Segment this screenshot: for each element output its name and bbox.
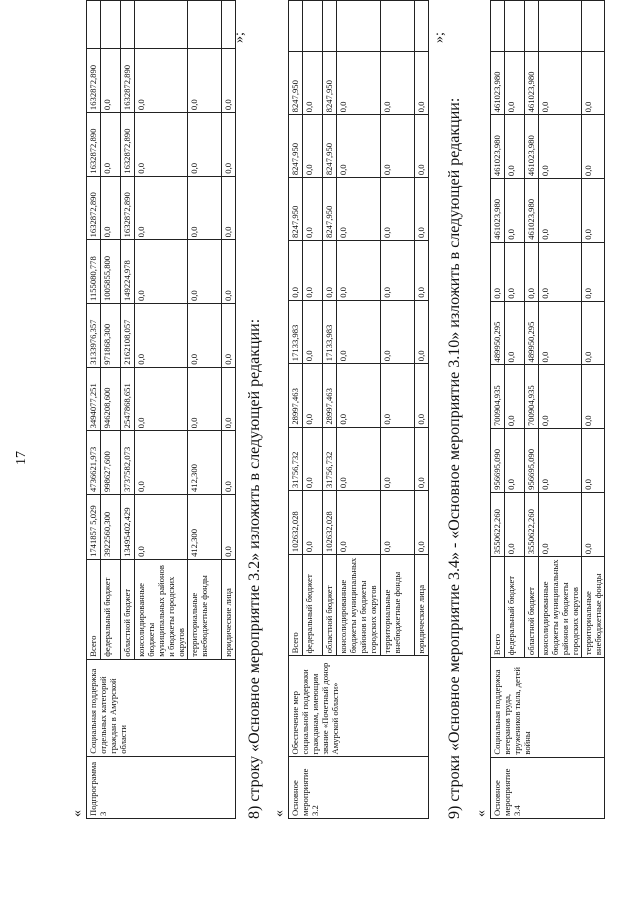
program-name-cell: Основное мероприятие 3.2 [289,757,429,819]
amount-cell: 1632872,890 [87,113,101,177]
amount-cell: 8247,950 [323,115,337,178]
funding-source-cell: областной бюджет [121,559,135,659]
amount-cell: 3737582,073 [121,431,135,495]
funding-source-cell: территориальные внебюджетные фонды [188,559,222,659]
close-quote-2: »; [432,32,447,43]
amount-cell: 0,0 [135,176,188,240]
empty-cell [121,1,135,49]
amount-cell: 0,0 [381,300,415,363]
funding-source-cell: федеральный бюджет [303,555,323,656]
amount-cell: 0,0 [188,176,222,240]
amount-cell: 0,0 [222,113,236,177]
amount-cell: 8247,950 [323,52,337,115]
amount-cell: 0,0 [415,364,429,427]
amount-cell: 0,0 [582,242,605,301]
empty-cell [135,1,188,49]
amount-cell: 3550622,260 [525,492,539,556]
amount-cell: 0,0 [101,176,121,240]
amount-cell: 31756,732 [323,427,337,490]
amount-cell: 0,0 [381,491,415,555]
amount-cell: 0,0 [135,367,188,431]
amount-cell: 8247,950 [289,115,303,178]
amount-cell: 3550622,260 [491,492,505,556]
amount-cell: 0,0 [337,52,381,115]
amount-cell: 412,300 [188,431,222,495]
amount-cell: 0,0 [188,113,222,177]
empty-cell [323,1,337,53]
program-description-cell: Социальная поддержка ветеранов труда, тружеников тыла, детей войны [491,658,605,758]
amount-cell: 17133,983 [289,300,303,363]
heading-item-8: 8) строку «Основное мероприятие 3.2» изложить в следующей редакции: [246,318,263,819]
amount-cell: 0,0 [222,240,236,304]
amount-cell: 0,0 [415,178,429,241]
empty-cell [505,1,525,52]
amount-cell: 0,0 [222,304,236,368]
amount-cell: 0,0 [337,300,381,363]
amount-cell: 0,0 [337,491,381,555]
amount-cell: 0,0 [222,495,236,560]
program-description-cell: Социальная поддержка отдельных категорий граждан в Амурской области [87,659,236,756]
program-name-cell: Подпрограмма 3 [87,756,236,818]
amount-cell: 0,0 [415,427,429,490]
amount-cell: 0,0 [525,242,539,301]
amount-cell: 0,0 [337,115,381,178]
funding-source-cell: областной бюджет [525,557,539,658]
amount-cell: 0,0 [505,242,525,301]
funding-source-cell: областной бюджет [323,555,337,656]
amount-cell: 956695,090 [491,429,505,493]
table-row [87,1,101,819]
open-quote-3: « [474,810,489,817]
amount-cell: 1632872,890 [121,113,135,177]
amount-cell: 0,0 [101,113,121,177]
amount-cell: 461023,980 [491,115,505,179]
amount-cell: 2547868,651 [121,367,135,431]
amount-cell: 0,0 [381,364,415,427]
amount-cell: 0,0 [582,301,605,365]
budget-table-activity-3-2 [288,0,429,819]
empty-cell [289,1,303,53]
amount-cell: 0,0 [381,178,415,241]
amount-cell: 0,0 [415,491,429,555]
amount-cell: 8247,950 [323,178,337,241]
amount-cell: 0,0 [303,178,323,241]
amount-cell: 0,0 [135,113,188,177]
amount-cell: 0,0 [381,427,415,490]
amount-cell: 461023,980 [491,179,505,243]
amount-cell: 0,0 [381,52,415,115]
amount-cell: 0,0 [539,492,582,556]
amount-cell: 0,0 [582,365,605,429]
amount-cell: 0,0 [505,301,525,365]
amount-cell: 0,0 [539,242,582,301]
empty-cell [188,1,222,49]
amount-cell: 0,0 [582,115,605,179]
open-quote-1: « [70,810,85,817]
amount-cell: 0,0 [491,242,505,301]
amount-cell: 0,0 [222,176,236,240]
program-name-cell: Основное мероприятие 3.4 [491,757,605,818]
amount-cell: 1632872,890 [87,176,101,240]
amount-cell: 998627,600 [101,431,121,495]
funding-source-cell: юридические лица [222,559,236,659]
budget-table-activity-3-4 [490,0,605,819]
amount-cell: 0,0 [303,364,323,427]
amount-cell: 1741857 5,029 [87,495,101,560]
amount-cell: 149224,978 [121,240,135,304]
amount-cell: 0,0 [135,495,188,560]
amount-cell: 0,0 [505,365,525,429]
amount-cell: 461023,980 [525,179,539,243]
funding-source-cell: консолидированные бюджеты муниципальных районов и бюджеты городских округов [135,559,188,659]
amount-cell: 0,0 [415,300,429,363]
table-row [289,1,303,819]
amount-cell: 0,0 [582,492,605,556]
amount-cell: 0,0 [188,367,222,431]
amount-cell: 102632,028 [289,491,303,555]
amount-cell: 17133,983 [323,300,337,363]
amount-cell: 971868,300 [101,304,121,368]
amount-cell: 4736621,973 [87,431,101,495]
amount-cell: 0,0 [303,240,323,300]
close-quote-1: »; [232,32,247,43]
amount-cell: 102632,028 [323,491,337,555]
amount-cell: 0,0 [188,304,222,368]
amount-cell: 489950,295 [491,301,505,365]
amount-cell: 8247,950 [289,178,303,241]
amount-cell: 3494077,251 [87,367,101,431]
empty-cell [539,1,582,52]
amount-cell: 0,0 [222,49,236,113]
funding-source-cell: юридические лица [415,555,429,656]
amount-cell: 0,0 [135,49,188,113]
amount-cell: 2162108,057 [121,304,135,368]
empty-cell [381,1,415,53]
amount-cell: 0,0 [222,367,236,431]
amount-cell: 0,0 [505,51,525,115]
amount-cell: 0,0 [135,240,188,304]
amount-cell: 700904,935 [491,365,505,429]
amount-cell: 700904,935 [525,365,539,429]
amount-cell: 0,0 [415,115,429,178]
amount-cell: 0,0 [582,429,605,493]
amount-cell: 28997,463 [323,364,337,427]
amount-cell: 0,0 [337,240,381,300]
amount-cell: 0,0 [303,52,323,115]
amount-cell: 0,0 [337,178,381,241]
funding-source-cell: Всего [289,555,303,656]
amount-cell: 0,0 [539,429,582,493]
amount-cell: 0,0 [381,115,415,178]
amount-cell: 0,0 [303,491,323,555]
funding-source-cell: консолидированные бюджеты муниципальных районов и бюджеты городских округов [539,557,582,658]
empty-cell [101,1,121,49]
amount-cell: 0,0 [539,51,582,115]
empty-cell [303,1,323,53]
empty-cell [491,1,505,52]
amount-cell: 0,0 [505,492,525,556]
program-description-cell: Обеспечение мер социальной поддержки гражданам, имеющим звание «Почетный донор Амурской области» [289,656,429,757]
table-row [491,1,505,819]
amount-cell: 461023,980 [491,51,505,115]
amount-cell: 0,0 [539,179,582,243]
amount-cell: 0,0 [539,115,582,179]
amount-cell: 31756,732 [289,427,303,490]
amount-cell: 1632872,890 [121,176,135,240]
amount-cell: 0,0 [135,304,188,368]
empty-cell [525,1,539,52]
amount-cell: 0,0 [337,427,381,490]
amount-cell: 0,0 [582,179,605,243]
amount-cell: 0,0 [505,179,525,243]
amount-cell: 1155080,778 [87,240,101,304]
amount-cell: 412,300 [188,495,222,560]
empty-cell [415,1,429,53]
open-quote-2: « [272,810,287,817]
amount-cell: 0,0 [323,240,337,300]
funding-source-cell: территориальные внебюджетные фонды [381,555,415,656]
empty-cell [337,1,381,53]
funding-source-cell: федеральный бюджет [101,559,121,659]
amount-cell: 956695,090 [525,429,539,493]
amount-cell: 489950,295 [525,301,539,365]
amount-cell: 0,0 [303,427,323,490]
funding-source-cell: Всего [491,557,505,658]
funding-source-cell: консолидированные бюджеты муниципальных районов и бюджеты городских округов [337,555,381,656]
amount-cell: 0,0 [415,52,429,115]
page-number: 17 [14,451,29,465]
amount-cell: 0,0 [188,240,222,304]
funding-source-cell: территориальные внебюджетные фонды [582,557,605,658]
amount-cell: 1632872,890 [121,49,135,113]
amount-cell: 946208,600 [101,367,121,431]
amount-cell: 8247,950 [289,52,303,115]
amount-cell: 0,0 [505,115,525,179]
amount-cell: 1005855,800 [101,240,121,304]
empty-cell [87,1,101,49]
amount-cell: 13495402,429 [121,495,135,560]
amount-cell: 0,0 [582,51,605,115]
funding-source-cell: Всего [87,559,101,659]
amount-cell: 3133976,357 [87,304,101,368]
amount-cell: 0,0 [303,300,323,363]
amount-cell: 0,0 [101,49,121,113]
amount-cell: 28997,463 [289,364,303,427]
amount-cell: 3922560,300 [101,495,121,560]
heading-item-9: 9) строки «Основное мероприятие 3.4» - «Основное мероприятие 3.10» изложить в следующей редакции: [446,97,463,819]
budget-table-subprogram-3 [86,0,236,819]
amount-cell: 0,0 [539,301,582,365]
funding-source-cell: федеральный бюджет [505,557,525,658]
amount-cell: 0,0 [539,365,582,429]
amount-cell: 0,0 [303,115,323,178]
amount-cell: 0,0 [289,240,303,300]
amount-cell: 461023,980 [525,51,539,115]
amount-cell: 0,0 [222,431,236,495]
amount-cell: 0,0 [135,431,188,495]
amount-cell: 0,0 [188,49,222,113]
amount-cell: 0,0 [381,240,415,300]
amount-cell: 0,0 [337,364,381,427]
empty-cell [582,1,605,52]
amount-cell: 0,0 [415,240,429,300]
amount-cell: 461023,980 [525,115,539,179]
amount-cell: 1632872,890 [87,49,101,113]
amount-cell: 0,0 [505,429,525,493]
